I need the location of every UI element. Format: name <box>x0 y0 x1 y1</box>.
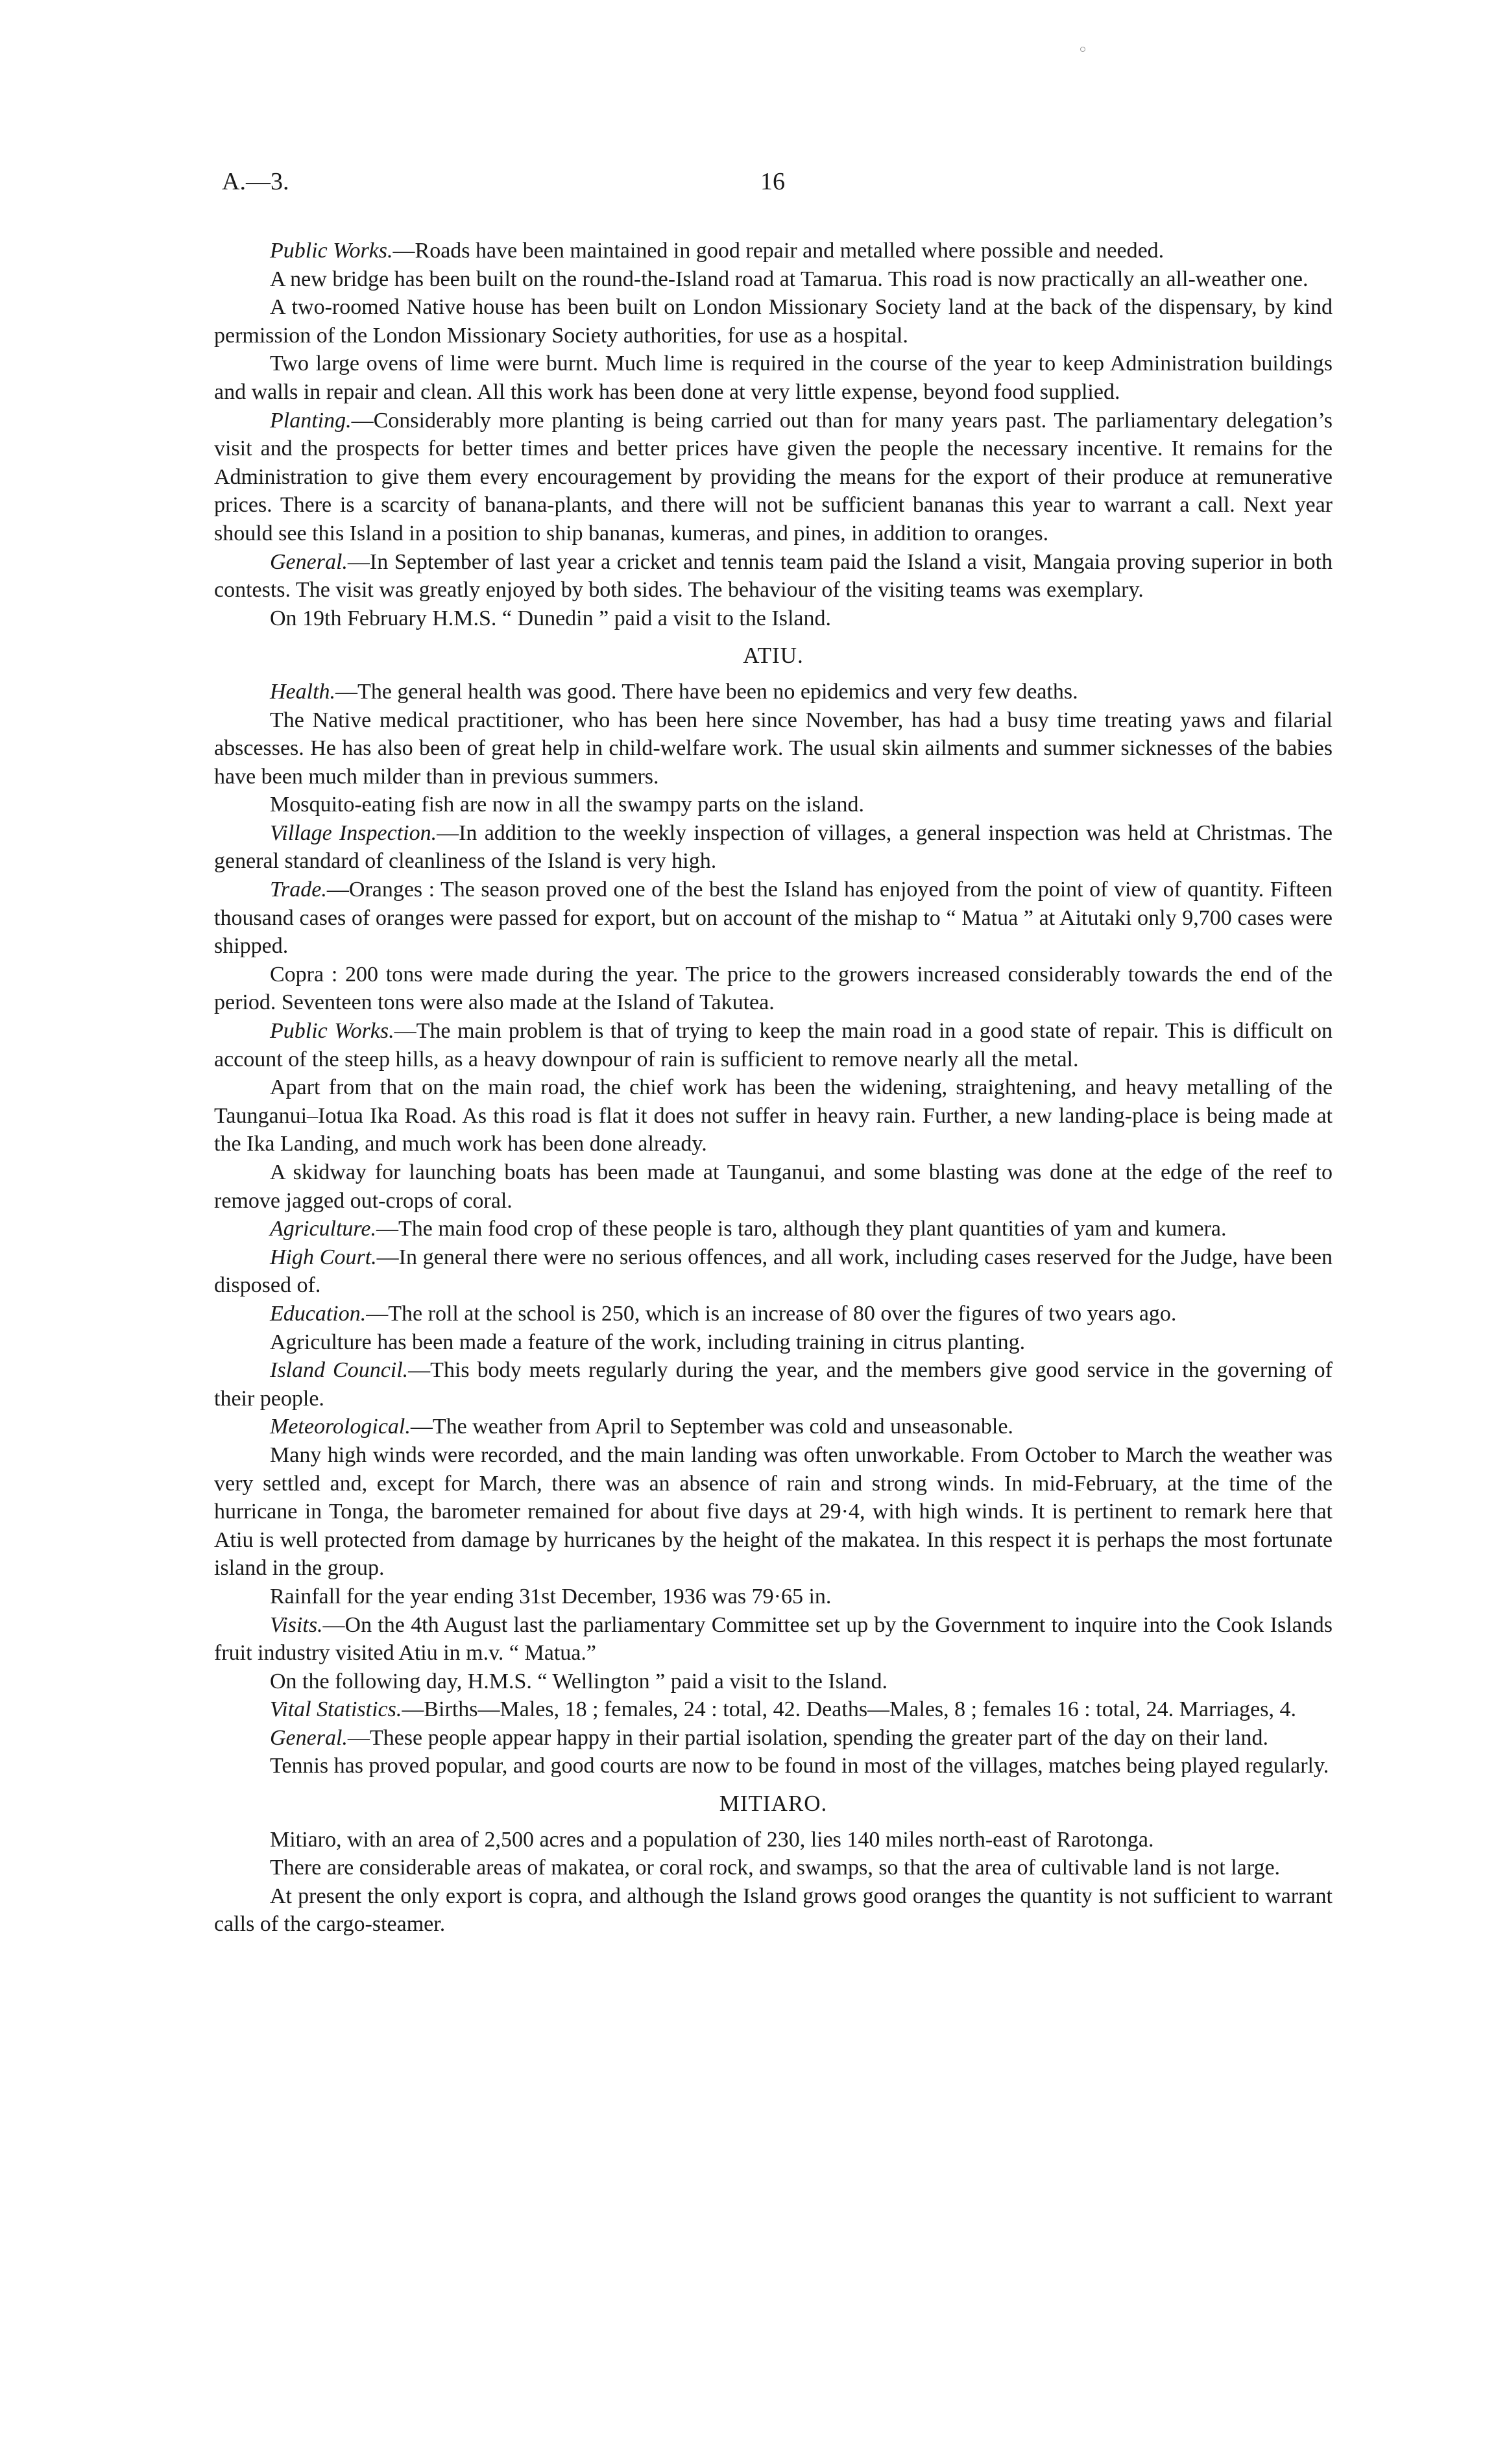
section-mitiaro <box>214 1826 1333 1939</box>
paragraph-lead: General. <box>270 549 348 574</box>
paragraph <box>214 1158 1333 1215</box>
paragraph <box>214 876 1333 961</box>
paragraph <box>214 293 1333 350</box>
paragraph <box>214 1583 1333 1611</box>
paragraph <box>214 706 1333 791</box>
paragraph-text: A skidway for launching boats has been made at Taunganui, and some blasting was done at the edge of the reef to remove jagged out-crops of coral. <box>214 1160 1333 1213</box>
paragraph-lead: Agriculture. <box>270 1217 376 1241</box>
paragraph-text: —The roll at the school is 250, which is an increase of 80 over the figures of two years ago. <box>366 1301 1177 1326</box>
paragraph <box>214 407 1333 548</box>
paragraph <box>214 1882 1333 1939</box>
paragraph <box>214 1243 1333 1300</box>
paragraph <box>214 1752 1333 1780</box>
paragraph-lead: Education. <box>270 1301 367 1326</box>
paragraph-text: —In general there were no serious offences, and all work, including cases reserved for the Judge, have been disposed of. <box>214 1245 1333 1298</box>
paragraph-text: Many high winds were recorded, and the main landing was often unworkable. From October to March the weather was very settled and, except for March, there was an absence of rain and strong winds. In mid-February, at the time of the hurricane in Tonga, the barometer remained for about five days at 29·4, with high winds. It is pertinent to remark here that Atiu is well protected from damage by hurricanes by the height of the makatea. In this respect it is perhaps the most fortunate island in the group. <box>214 1442 1333 1581</box>
paragraph <box>214 1695 1333 1724</box>
paragraph-text: Mosquito-eating fish are now in all the swampy parts on the island. <box>270 793 864 817</box>
paragraph-lead: Trade. <box>270 878 327 902</box>
paragraph-text: Agriculture has been made a feature of the work, including training in citrus planting. <box>270 1330 1026 1354</box>
paragraph-lead: Visits. <box>270 1612 323 1637</box>
paragraph <box>214 604 1333 633</box>
paragraph-lead: Vital Statistics. <box>270 1697 402 1722</box>
section-title-mitiaro: MITIARO. <box>719 1791 828 1817</box>
page-number: 16 <box>760 168 785 195</box>
paragraph-text: On 19th February H.M.S. “ Dunedin ” paid a visit to the Island. <box>270 606 831 630</box>
paragraph <box>214 1441 1333 1583</box>
paragraph-text: Apart from that on the main road, the chief work has been the widening, straightening, and heavy metalling of the Taunganui–Iotua Ika Road. As this road is flat it does not suffer in heavy rain. Further, a new landing-place is being made at the Ika Landing, and much work has been done already. <box>214 1075 1333 1156</box>
paragraph-lead: High Court. <box>270 1245 377 1269</box>
paragraph <box>214 350 1333 406</box>
paragraph-text: —The weather from April to September was cold and unseasonable. <box>410 1415 1013 1439</box>
paragraph-text: —The main problem is that of trying to keep the main road in a good state of repair. This is difficult on account of the steep hills, as a heavy downpour of rain is sufficient to remove nearly all the metal. <box>214 1019 1333 1071</box>
paragraph-text: Two large ovens of lime were burnt. Much lime is required in the course of the year to keep Administration buildings and walls in repair and clean. All this work has been done at very little expense, beyond food supplied. <box>214 352 1333 404</box>
paragraph <box>214 1073 1333 1158</box>
paragraph-lead: Health. <box>270 679 336 704</box>
paragraph <box>214 1328 1333 1357</box>
paragraph-lead: Island Council. <box>270 1358 409 1383</box>
paragraph-text: Copra : 200 tons were made during the year. The price to the growers increased considerably towards the end of the period. Seventeen tons were also made at the Island of Takutea. <box>214 962 1333 1015</box>
paragraph <box>214 1356 1333 1413</box>
paragraph-text: Mitiaro, with an area of 2,500 acres and a population of 230, lies 140 miles north-east of Rarotonga. <box>270 1827 1154 1852</box>
paragraph-text: —This body meets regularly during the year, and the members give good service in the governing of their people. <box>214 1358 1333 1411</box>
paragraph-text: —The main food crop of these people is taro, although they plant quantities of yam and kumera. <box>376 1217 1227 1241</box>
paragraph-text: —Roads have been maintained in good repair and metalled where possible and needed. <box>392 239 1165 263</box>
paragraph-text: At present the only export is copra, and although the Island grows good oranges the quantity is not sufficient to warrant calls of the cargo-steamer. <box>214 1884 1333 1937</box>
paragraph <box>214 1413 1333 1441</box>
paragraph <box>214 1300 1333 1328</box>
paragraph-text: —The general health was good. There have been no epidemics and very few deaths. <box>335 679 1078 704</box>
paragraph-lead: Village Inspection. <box>270 820 437 845</box>
section-atiu <box>214 678 1333 1780</box>
paragraph <box>214 1017 1333 1073</box>
paragraph <box>214 1826 1333 1854</box>
paragraph-text: —Oranges : The season proved one of the best the Island has enjoyed from the point of view of quantity. Fifteen thousand cases of oranges were passed for export, but on account of the mishap to “ Matua ” at Aitutaki only 9,700 cases were shipped. <box>214 878 1333 959</box>
paragraph <box>214 1668 1333 1696</box>
paragraph <box>214 1724 1333 1752</box>
paragraph-lead: Public Works. <box>270 239 393 263</box>
paragraph <box>214 265 1333 294</box>
paragraph-lead: Meteorological. <box>270 1415 411 1439</box>
paragraph-lead: General. <box>270 1725 348 1750</box>
paragraph <box>214 1854 1333 1882</box>
paragraph-text: Rainfall for the year ending 31st December, 1936 was 79·65 in. <box>270 1584 832 1609</box>
paper-speck <box>1080 47 1085 52</box>
paragraph-text: —Considerably more planting is being carried out than for many years past. The parliamentary delegation’s visit and the prospects for better times and better prices have given the people the necessary incentive. It remains for the Administration to give them every encouragement by providing the means for the export of their produce at remunerative prices. There is a scarcity of banana-plants, and there will not be sufficient bananas this year to warrant a call. Next year should see this Island in a position to ship bananas, kumeras, and pines, in addition to oranges. <box>214 408 1333 545</box>
paragraph <box>214 961 1333 1017</box>
paragraph-lead: Planting. <box>270 408 352 433</box>
paragraph <box>214 1215 1333 1243</box>
paragraph-text: Tennis has proved popular, and good courts are now to be found in most of the villages, matches being played regularly. <box>270 1754 1329 1778</box>
paragraph <box>214 678 1333 706</box>
paragraph <box>214 1611 1333 1668</box>
paragraph <box>214 819 1333 876</box>
section-title-atiu: ATIU. <box>743 643 804 669</box>
paragraph-text: The Native medical practitioner, who has been here since November, has had a busy time treating yaws and filarial abscesses. He has also been of great help in child-welfare work. The usual skin ailments and summer sicknesses of the babies have been much milder than in previous summers. <box>214 708 1333 789</box>
paragraph-text: —In September of last year a cricket and tennis team paid the Island a visit, Mangaia proving superior in both contests. The visit was greatly enjoyed by both sides. The behaviour of the visiting teams was exemplary. <box>214 549 1333 603</box>
section-mangaia <box>214 237 1333 632</box>
paragraph-text: On the following day, H.M.S. “ Wellington ” paid a visit to the Island. <box>270 1669 887 1693</box>
paragraph-text: There are considerable areas of makatea, or coral rock, and swamps, so that the area of cultivable land is not large. <box>270 1856 1281 1880</box>
paragraph-text: A new bridge has been built on the round-the-Island road at Tamarua. This road is now practically an all-weather one. <box>270 267 1309 291</box>
paragraph <box>214 791 1333 819</box>
page-header <box>222 167 1333 206</box>
paragraph-text: A two-roomed Native house has been built on London Missionary Society land at the back of the dispensary, by kind permission of the London Missionary Society authorities, for use as a hospital. <box>214 295 1333 348</box>
paragraph-text: —On the 4th August last the parliamentary Committee set up by the Government to inquire into the Cook Islands fruit industry visited Atiu in m.v. “ Matua.” <box>214 1612 1333 1666</box>
document-code: A.—3. <box>222 168 289 195</box>
paragraph-text: —Births—Males, 18 ; females, 24 : total, 42. Deaths—Males, 8 ; females 16 : total, 24. Marriages, 4. <box>402 1697 1297 1722</box>
document-body <box>214 237 1333 1939</box>
paragraph-text: —In addition to the weekly inspection of villages, a general inspection was held at Christmas. The general standard of cleanliness of the Island is very high. <box>214 820 1333 874</box>
paragraph-text: —These people appear happy in their partial isolation, spending the greater part of the day on their land. <box>347 1725 1268 1750</box>
paragraph-lead: Public Works. <box>270 1019 394 1044</box>
paragraph <box>214 548 1333 604</box>
paragraph <box>214 237 1333 265</box>
